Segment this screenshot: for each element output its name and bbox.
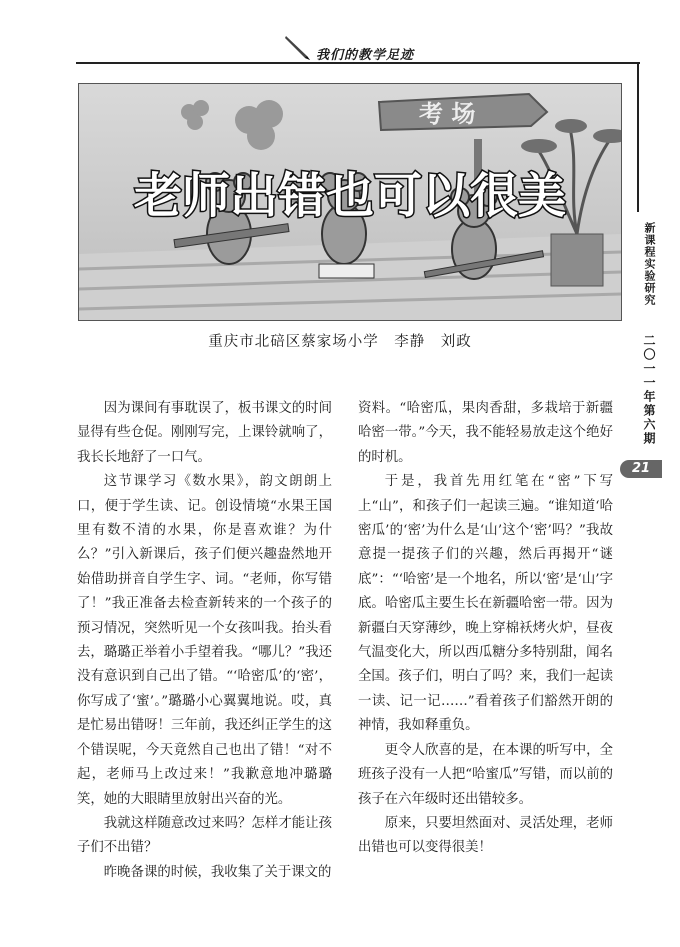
paragraph: 资料。“哈密瓜，果肉香甜，多栽培于新疆哈密一带。”今天，我不能轻易放走这个绝好的时机。	[358, 401, 613, 465]
byline: 重庆市北碚区蔡家场小学 李静 刘政	[208, 334, 472, 350]
issue-label: 二〇一一年第六期	[642, 334, 656, 446]
section-title: 我们的教学足迹	[316, 48, 415, 63]
paragraph: 原来，只要坦然面对、灵活处理，老师出错也可以变得很美！	[358, 815, 613, 856]
headline: 老师出错也可以很美	[133, 168, 567, 224]
page-number: 21	[620, 460, 662, 478]
banner-illustration	[78, 83, 622, 321]
paragraph: 更令人欣喜的是，在本课的听写中，全班孩子没有一人把“哈蜜瓜”写错，而以前的孩子在六年级时还出错较多。	[358, 742, 613, 807]
pen-icon	[283, 34, 313, 62]
paragraph: 昨晚备课的时候，我收集了关于课文的	[103, 864, 332, 880]
paragraph: 我就这样随意改过来吗？怎样才能让孩子们不出错？	[77, 815, 332, 856]
header-rule-vertical	[637, 62, 639, 212]
paragraph: 于是，我首先用红笔在“密”下写上“山”，和孩子们一起读三遍。“谁知道‘哈密瓜’的‘密’为什么是‘山’这个‘密’吗？”我故意提一提孩子们的兴趣，然后再揭开“谜底”：“‘哈密’是一个地名，所以‘密’是‘山’字底。哈密瓜主要生长在新疆哈密一带。因为新疆白天穿薄纱，晚上穿棉袄烤火炉，昼夜气温变化大，所以西瓜糖分多特别甜，闻名全国。孩子们，明白了吗？来，我们一起读一读、记一记……”看着孩子们豁然开朗的神情，我如释重负。	[358, 474, 613, 734]
journal-name: 新课程实验研究	[643, 222, 656, 306]
paragraph: 因为课间有事耽误了，板书课文的时间显得有些仓促。刚刚写完，上课铃就响了，我长长地舒了一口气。	[77, 401, 332, 465]
paragraph: 这节课学习《数水果》，韵文朗朗上口，便于学生读、记。创设情境“水果王国里有数不清的水果，你是喜欢谁？为什么？”引入新课后，孩子们便兴趣盎然地开始借助拼音自学生字、词。“老师，你写错了！”我正准备去检查新转来的一个孩子的预习情况，突然听见一个女孩叫我。抬头看去，璐璐正举着小手望着我。“哪儿？”我还没有意识到自己出了错。“‘哈密瓜’的‘密’，你写成了‘蜜’。”璐璐小心翼翼地说。哎，真是忙易出错呀！三年前，我还纠正学生的这个错误呢，今天竟然自己也出了错！“对不起，老师马上改过来！”我歉意地冲璐璐笑，她的大眼睛里放射出兴奋的光。	[77, 474, 332, 807]
text-column-right	[358, 397, 613, 861]
text-column-left	[77, 397, 332, 885]
sign-text: 考 场	[419, 99, 476, 128]
